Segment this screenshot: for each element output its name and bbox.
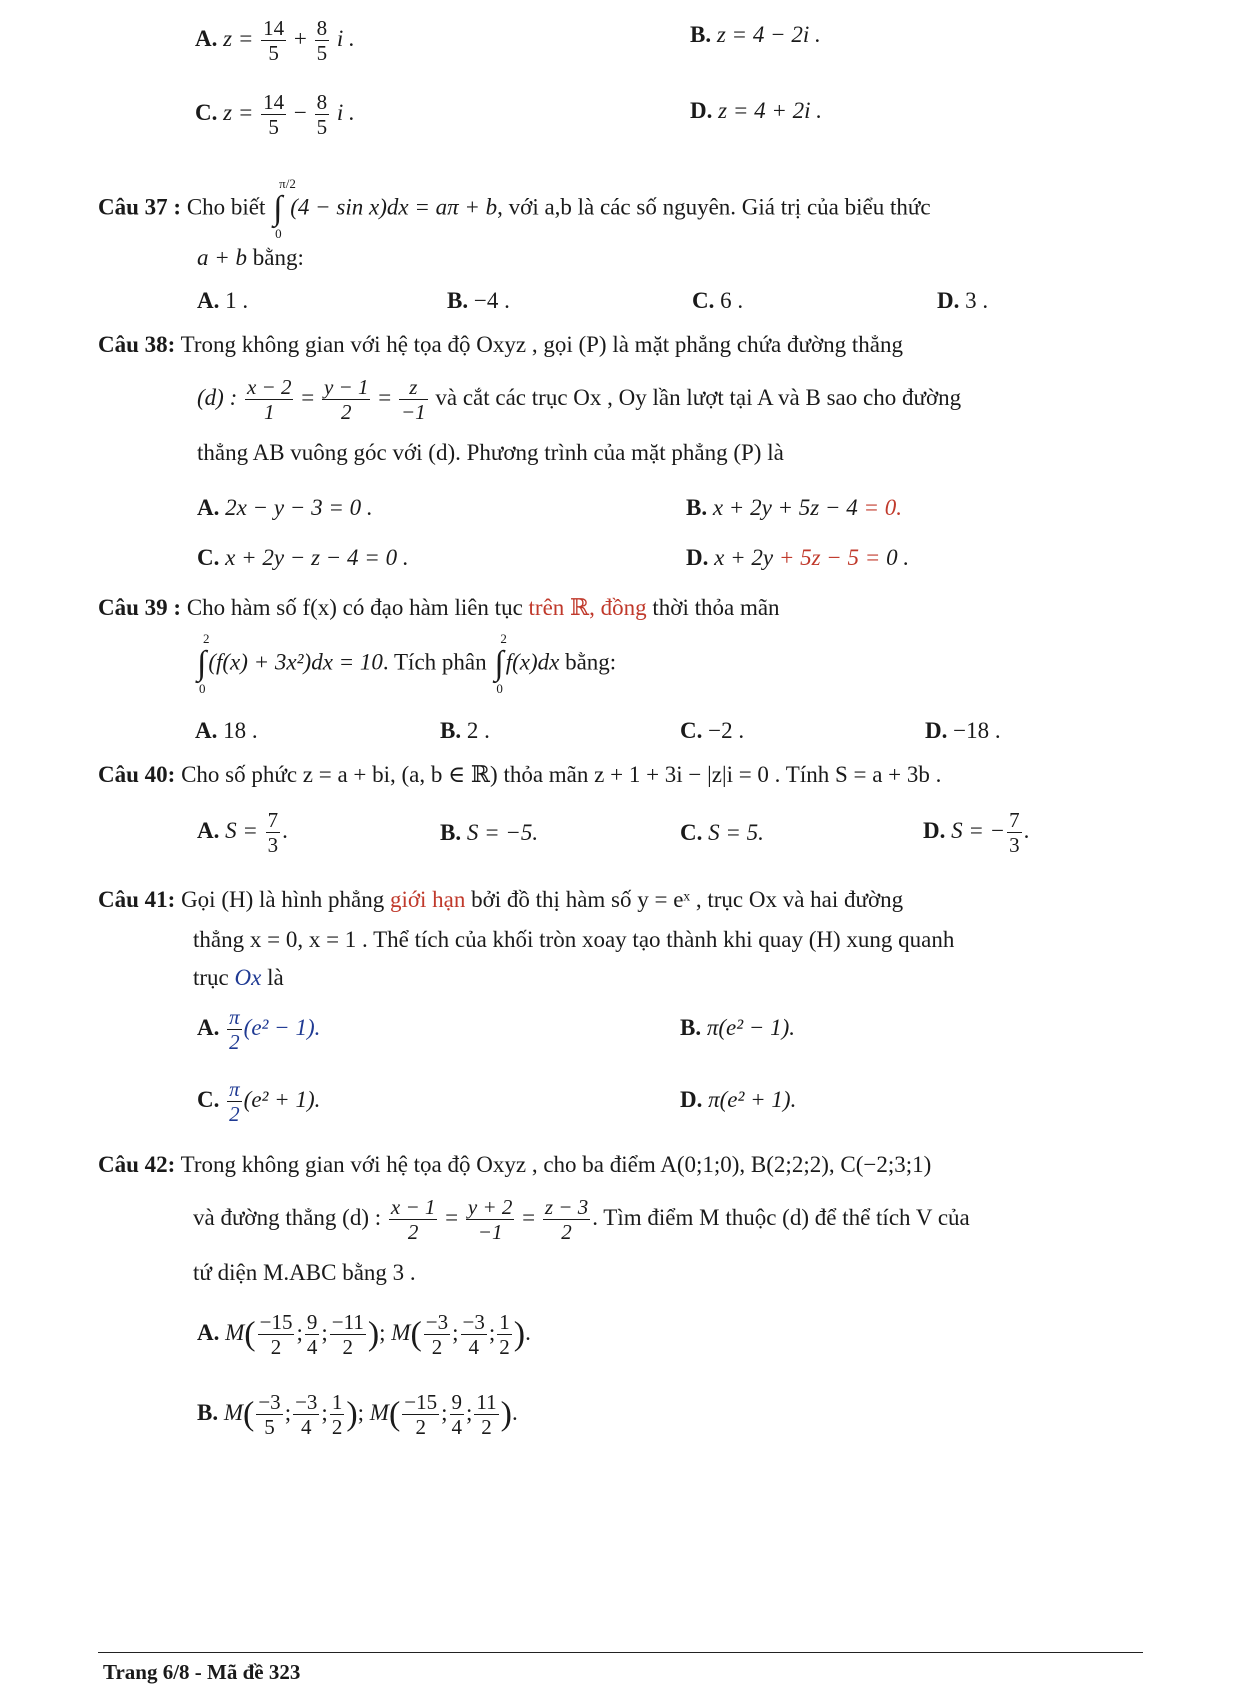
q39-options [195, 718, 1095, 744]
fraction [227, 1077, 242, 1126]
question-text: Cho biết [186, 194, 266, 220]
numerator: 11 [476, 1390, 497, 1414]
denominator: 2 [431, 1335, 443, 1360]
numerator: 9 [306, 1310, 318, 1334]
option-label: A. [197, 817, 220, 843]
option-label: B. [197, 1399, 219, 1425]
question-number: Câu 40: [98, 762, 176, 787]
option-value: 2 . [466, 718, 490, 743]
option-label: B. [440, 718, 462, 743]
numerator: −3 [258, 1390, 281, 1414]
option-value: 6 . [720, 288, 744, 313]
q41-option-d [680, 1087, 796, 1113]
numerator: 9 [451, 1390, 463, 1414]
q38-stem-line1 [98, 332, 903, 358]
math-expr: S = − [951, 817, 1006, 843]
math-expr-highlight: = 0. [863, 495, 903, 520]
operator: − [293, 99, 307, 125]
q38-option-a [197, 495, 373, 521]
numerator: 14 [263, 16, 285, 40]
fraction [543, 1195, 590, 1244]
option-label: A. [195, 25, 218, 51]
question-text: Cho số phức z = a + bi, (a, b ∈ ℝ) thỏa mãn z + 1 + 3i − |z|i = 0 . Tính S = a + 3b . [181, 762, 942, 787]
numerator: 1 [499, 1310, 510, 1334]
question-text: bằng: [247, 245, 304, 270]
question-text: Trong không gian với hệ tọa độ Oxyz , cho ba điểm A(0;1;0), B(2;2;2), C(−2;3;1) [180, 1152, 932, 1177]
fraction [293, 1390, 319, 1439]
denominator: 2 [561, 1220, 572, 1245]
numerator: 14 [263, 90, 285, 114]
q42-stem-line3 [193, 1260, 416, 1286]
page-footer: Trang 6/8 - Mã đề 323 [103, 1660, 301, 1684]
q38-stem-line2: (d) : $\frac{x - 2}{1}$ = $\frac{y - 1}{2}$ = $\frac{z}{-1}$ và cắt các trục Ox , Oy lần lượt tại A và B sao cho đường [197, 375, 962, 425]
question-text: , với a,b là các số nguyên. Giá trị của biểu thức [497, 194, 931, 220]
q40-stem [98, 762, 941, 788]
fraction [402, 1390, 439, 1439]
option-label: D. [925, 718, 948, 743]
q39-option-c [680, 718, 925, 744]
denominator: −1 [477, 1220, 503, 1245]
fraction [258, 1310, 295, 1359]
question-text: tứ diện M.ABC bằng 3 . [193, 1260, 416, 1285]
fraction [227, 1005, 242, 1054]
denominator: 3 [1009, 833, 1020, 858]
fraction [389, 1195, 438, 1244]
question-text: Cho hàm số f(x) có đạo hàm liên tục [186, 595, 529, 620]
integral-lower: 0 [496, 681, 503, 696]
integral-lower: 0 [275, 226, 282, 241]
option-value: 3 . [965, 288, 989, 313]
option-label: C. [680, 820, 703, 845]
q42-option-b: B. M( $\frac{-3}{5}$ ; $\frac{-3}{4}$ ; $\frac{1}{2}$ ); M( $\frac{-15}{2}$ ; $\frac{9}{4}$ ; $\frac{11}{2}$ ). [197, 1390, 518, 1440]
option-label: B. [440, 820, 462, 845]
fraction [474, 1390, 498, 1439]
numerator: π [229, 1077, 240, 1101]
denominator: 2 [229, 1102, 240, 1127]
numerator: y + 2 [467, 1195, 513, 1219]
question-number: Câu 38: [98, 332, 176, 357]
denominator: 2 [407, 1220, 419, 1245]
fraction [399, 375, 428, 424]
denominator: 2 [340, 400, 352, 425]
denominator: 5 [268, 115, 279, 140]
denominator: 2 [415, 1415, 426, 1440]
q38-option-c [197, 545, 409, 571]
integral-upper: π/2 [279, 176, 296, 191]
q37-option-a [197, 288, 447, 314]
denominator: 5 [316, 41, 328, 66]
denominator: 5 [264, 1415, 275, 1440]
math-expr: . [1023, 817, 1030, 843]
question-number: Câu 41: [98, 887, 176, 912]
fraction [315, 16, 330, 65]
question-text: và cắt các trục Ox , Oy lần lượt tại A và B sao cho đường [435, 384, 962, 410]
q40-option-c [680, 820, 764, 846]
math-expr: 0 . [886, 545, 910, 570]
fraction [330, 1390, 345, 1439]
q39-option-d [925, 718, 1001, 744]
numerator: −11 [331, 1310, 364, 1334]
math-expr: (f(x) + 3x²)dx = 10 [208, 649, 383, 675]
q36-option-d [690, 98, 822, 124]
footer-divider [98, 1652, 1143, 1653]
option-value: −2 . [708, 718, 745, 743]
denominator: 5 [268, 41, 279, 66]
math-expr: f(x)dx [505, 649, 560, 675]
question-text: thẳng x = 0, x = 1 . Thể tích của khối tròn xoay tạo thành khi quay (H) xung quanh [193, 927, 955, 952]
option-label: C. [680, 718, 703, 743]
denominator: 2 [270, 1335, 282, 1360]
numerator: x − 1 [390, 1195, 436, 1219]
q42-option-a: A. M( $\frac{-15}{2}$ ; $\frac{9}{4}$ ; $\frac{-11}{2}$ ); M( $\frac{-3}{2}$ ; $\frac{-3}{4}$ ; $\frac{1}{2}$ ). [197, 1310, 531, 1360]
q37-option-d [937, 288, 988, 314]
math-expr: π(e² + 1). [708, 1087, 797, 1112]
q37-stem-line2 [197, 245, 304, 271]
option-label: C. [692, 288, 715, 313]
option-label: A. [197, 288, 220, 313]
math-expr: (4 − sin x)dx = aπ + b [290, 194, 498, 220]
denominator: 2 [342, 1335, 354, 1360]
fraction [261, 16, 286, 65]
fraction [266, 808, 281, 857]
numerator: x − 2 [246, 375, 292, 399]
option-label: D. [923, 817, 946, 843]
question-text: Trong không gian với hệ tọa độ Oxyz , gọi (P) là mặt phẳng chứa đường thẳng [180, 332, 903, 357]
option-label: C. [197, 545, 220, 570]
numerator: 8 [316, 16, 328, 40]
q39-option-a [195, 718, 440, 744]
option-label: C. [195, 99, 218, 125]
fraction [450, 1390, 465, 1439]
math-expr: a + b [197, 245, 248, 270]
question-number: Câu 37 : [98, 194, 182, 220]
question-text: bằng: [559, 649, 617, 675]
fraction [466, 1195, 515, 1244]
operator: + [293, 25, 307, 51]
option-label: B. [680, 1015, 702, 1040]
q41-option-c [197, 1077, 320, 1126]
math-expr: z = 4 − 2i . [716, 22, 821, 47]
numerator: z − 3 [544, 1195, 589, 1219]
q39-stem-line2 [195, 631, 617, 696]
q36-option-c [195, 90, 355, 139]
integral-sign: ∫ 2 0 [197, 631, 210, 696]
q41-stem-line3 [193, 965, 284, 991]
denominator: 2 [481, 1415, 492, 1440]
question-text: là [261, 965, 284, 990]
fraction [330, 1310, 366, 1359]
q42-stem-line2: và đường thẳng (d) : $\frac{x - 1}{2}$ = $\frac{y + 2}{-1}$ = $\frac{z - 3}{2}$ . Tìm điểm M thuộc (d) để thể tích V của [193, 1195, 970, 1245]
question-text: . Tìm điểm M thuộc (d) để thể tích V của [592, 1204, 970, 1230]
numerator: −15 [259, 1310, 293, 1334]
option-label: C. [197, 1086, 220, 1112]
denominator: 2 [229, 1030, 240, 1055]
numerator: −3 [462, 1310, 485, 1334]
option-value: −4 . [473, 288, 510, 313]
numerator: 7 [1009, 808, 1020, 832]
question-text-highlight: trên ℝ, đồng [528, 595, 647, 620]
math-expr: S = −5. [466, 820, 539, 845]
math-expr: z = 4 + 2i . [718, 98, 823, 123]
math-expr: S = 5. [708, 820, 764, 845]
fraction [497, 1310, 512, 1359]
option-label: B. [686, 495, 708, 520]
denominator: 3 [267, 833, 279, 858]
numerator: y − 1 [323, 375, 369, 399]
math-expr: x + 2y − z − 4 = 0 . [225, 545, 409, 570]
q37-option-b [447, 288, 692, 314]
math-expr: z = [223, 99, 254, 125]
question-text: và đường thẳng (d) : [193, 1204, 382, 1230]
denominator: 2 [331, 1415, 343, 1440]
question-number: Câu 42: [98, 1152, 176, 1177]
denominator: 4 [306, 1335, 318, 1360]
q37-stem-line1 [98, 176, 931, 241]
fraction [322, 375, 371, 424]
q36-option-b [690, 22, 821, 48]
option-value: 1 . [225, 288, 249, 313]
q40-option-d [923, 808, 1029, 857]
math-expr-highlight: + 5z − 5 = [773, 545, 887, 570]
math-expr: . [282, 817, 288, 843]
math-expr: i . [336, 99, 355, 125]
option-label: D. [937, 288, 960, 313]
question-text-highlight: giới hạn [389, 887, 466, 912]
math-expr: i . [336, 25, 355, 51]
question-text-highlight: Ox [234, 965, 262, 990]
numerator: 1 [331, 1390, 343, 1414]
numerator: −3 [295, 1390, 318, 1414]
question-text: thời thỏa mãn [646, 595, 780, 620]
math-expr: S = [225, 817, 258, 843]
q37-options [197, 288, 1097, 314]
math-expr: π(e² − 1). [706, 1015, 796, 1040]
question-text: . Tích phân [382, 649, 487, 675]
fraction [315, 90, 330, 139]
option-value: −18 . [953, 718, 1001, 743]
numerator: −3 [425, 1310, 449, 1334]
denominator: 4 [468, 1335, 479, 1360]
q36-option-a [195, 16, 355, 65]
q40-option-a [197, 808, 288, 857]
numerator: 8 [316, 90, 328, 114]
q39-option-b [440, 718, 680, 744]
q42-stem-line1 [98, 1152, 931, 1178]
option-value: 18 . [223, 718, 258, 743]
option-label: A. [197, 1319, 220, 1345]
denominator: 1 [263, 400, 275, 425]
option-label: D. [690, 98, 713, 123]
math-expr: z = [223, 25, 254, 51]
fraction [305, 1310, 320, 1359]
math-expr: 2x − y − 3 = 0 . [225, 495, 373, 520]
fraction [1007, 808, 1022, 857]
denominator: 4 [301, 1415, 312, 1440]
numerator: z [399, 375, 428, 400]
question-text: thẳng AB vuông góc với (d). Phương trình của mặt phẳng (P) là [197, 440, 784, 465]
math-expr: x + 2y + 5z − 4 [712, 495, 864, 520]
fraction [245, 375, 294, 424]
question-text: bởi đồ thị hàm số y = eˣ , trục Ox và hai đường [465, 887, 904, 912]
fraction [424, 1310, 450, 1359]
denominator: 5 [316, 115, 328, 140]
q40-option-b [440, 820, 538, 846]
fraction [256, 1390, 282, 1439]
numerator: π [229, 1005, 240, 1029]
option-label: D. [686, 545, 709, 570]
option-label: A. [197, 1014, 220, 1040]
q41-option-a [197, 1005, 320, 1054]
math-expr: (e² − 1). [243, 1014, 321, 1040]
q37-option-c [692, 288, 937, 314]
line-label: (d) : [197, 384, 238, 410]
integral-sign: ∫ π/2 0 [273, 176, 296, 241]
question-number: Câu 39 : [98, 595, 182, 620]
denominator: −1 [400, 400, 426, 425]
q38-option-b [686, 495, 902, 521]
integral-sign: ∫ 2 0 [494, 631, 507, 696]
numerator: 7 [267, 808, 279, 832]
q41-stem-line1 [98, 887, 903, 913]
option-label: D. [680, 1087, 703, 1112]
denominator: 2 [499, 1335, 510, 1360]
q39-stem-line1 [98, 595, 780, 621]
q41-option-b [680, 1015, 795, 1041]
question-text: trục [193, 965, 235, 990]
integral-lower: 0 [199, 681, 206, 696]
q41-stem-line2 [193, 927, 954, 953]
fraction [461, 1310, 487, 1359]
option-label: B. [447, 288, 469, 313]
q38-option-d [686, 545, 909, 571]
question-text: Gọi (H) là hình phẳng [181, 887, 390, 912]
integral-upper: 2 [203, 631, 210, 646]
math-expr: x + 2y [714, 545, 774, 570]
denominator: 4 [451, 1415, 463, 1440]
option-label: A. [197, 495, 220, 520]
integral-upper: 2 [500, 631, 507, 646]
fraction [261, 90, 286, 139]
math-expr: (e² + 1). [243, 1086, 321, 1112]
option-label: A. [195, 718, 218, 743]
numerator: −15 [404, 1390, 438, 1414]
q38-stem-line3 [197, 440, 784, 466]
option-label: B. [690, 22, 712, 47]
